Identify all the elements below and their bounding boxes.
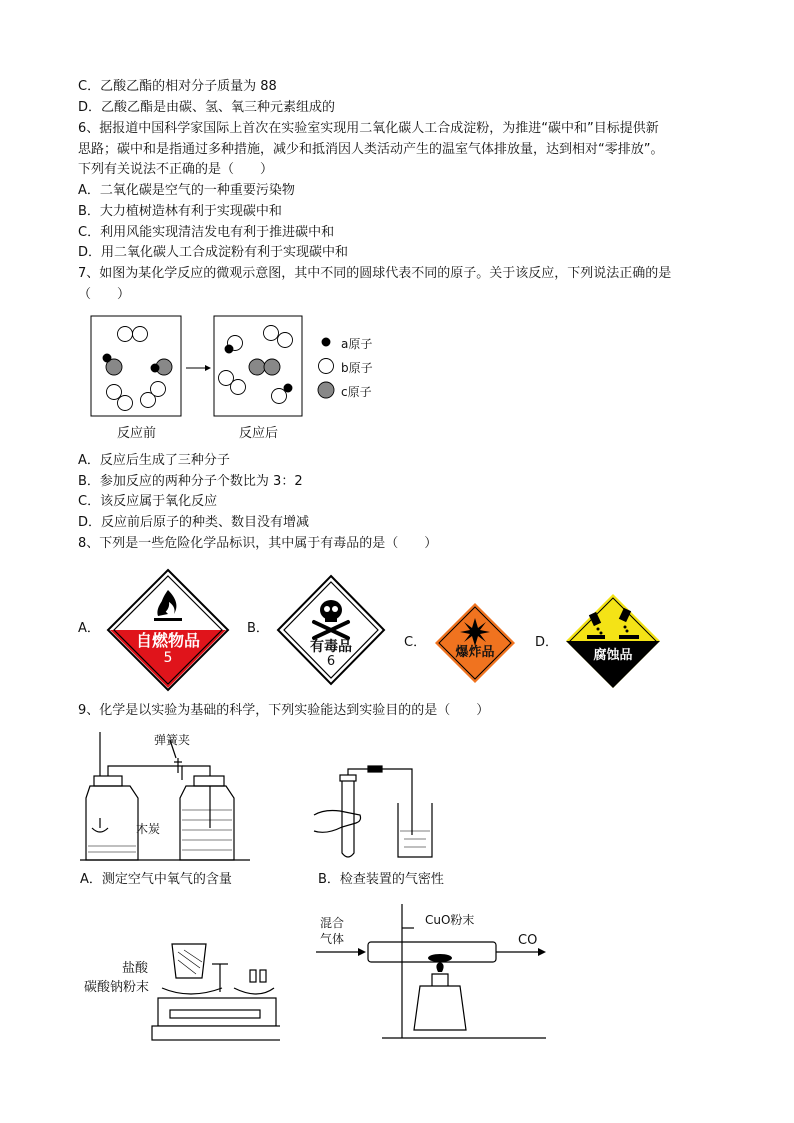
- after-label: 反应后: [239, 426, 279, 441]
- sign-toxic: [276, 574, 386, 686]
- q9-stem: 9、化学是以实验为基础的科学，下列实验能达到实验目的的是（ ）: [78, 703, 490, 718]
- q6-stem-line1: 6、据报道中国科学家国际上首次在实验室实现用二氧化碳人工合成淀粉，为推进“碳中和”目标提供新: [78, 121, 659, 136]
- q7-option-c: C．该反应属于氧化反应: [78, 494, 218, 509]
- q7-stem-line1: 7、如图为某化学反应的微观示意图，其中不同的圆球代表不同的原子。关于该反应，下列说法正确的是: [78, 266, 672, 281]
- spring-clip-label: 弹簧夹: [154, 733, 191, 747]
- q8-option-a-label: A．: [78, 621, 100, 636]
- q5-option-c: C．乙酸乙酯的相对分子质量为 88: [78, 79, 277, 94]
- mixed-gas-label-1: 混合: [320, 916, 345, 930]
- q6-stem-line3: 下列有关说法不正确的是（ ）: [78, 162, 274, 177]
- co-label: CO: [518, 933, 538, 948]
- q8-option-d-label: D．: [535, 635, 559, 650]
- acid-label: 盐酸: [122, 961, 149, 976]
- q8-option-c-label: C．: [404, 635, 427, 650]
- sign-b-text: 有毒品: [310, 639, 352, 655]
- apparatus-c-balance: [150, 938, 280, 1044]
- sodium-carbonate-label: 碳酸钠粉末: [84, 980, 150, 995]
- sign-a-text: 自燃物品: [135, 631, 200, 650]
- q6-stem-line2: 思路；碳中和是指通过多种措施，减少和抵消因人类活动产生的温室气体排放量，达到相对“零排放”。: [78, 142, 664, 157]
- legend-b-label: b原子: [341, 361, 373, 375]
- q6-option-c: C．利用风能实现清洁发电有利于推进碳中和: [78, 225, 335, 240]
- q6-option-d: D．用二氧化碳人工合成淀粉有利于实现碳中和: [78, 245, 349, 260]
- q8-option-b-label: B．: [247, 621, 269, 636]
- sign-b-number: 6: [326, 654, 336, 669]
- q8-stem: 8、下列是一些危险化学品标识，其中属于有毒品的是（ ）: [78, 536, 438, 551]
- sign-d-text: 腐蚀品: [593, 648, 633, 663]
- q5-option-d: D．乙酸乙酯是由碳、氢、氧三种元素组成的: [78, 100, 336, 115]
- mixed-gas-label-2: 气体: [320, 932, 345, 946]
- q7-option-d: D．反应前后原子的种类、数目没有增减: [78, 515, 310, 530]
- legend-a-label: a原子: [341, 337, 373, 351]
- cuo-powder-icon: [428, 954, 452, 962]
- q6-option-b: B．大力植树造林有利于实现碳中和: [78, 204, 282, 219]
- q7-option-a: A．反应后生成了三种分子: [78, 453, 230, 468]
- apparatus-a-oxygen-measurement: [80, 728, 250, 868]
- legend-markers: [318, 338, 334, 398]
- apparatus-b-airtightness: [312, 765, 442, 863]
- before-label: 反应前: [117, 426, 157, 441]
- charcoal-label: 木炭: [136, 822, 161, 836]
- sign-a-number: 5: [163, 650, 173, 666]
- sign-c-text: 爆炸品: [455, 645, 495, 660]
- q7-stem-line2: （ ）: [78, 287, 131, 302]
- legend-c-label: c原子: [341, 385, 372, 399]
- cuo-powder-label: CuO粉末: [425, 913, 475, 927]
- alcohol-lamp-flame-icon: [436, 962, 443, 972]
- apparatus-a-caption: A．测定空气中氧气的含量: [80, 872, 232, 887]
- q6-option-a: A．二氧化碳是空气的一种重要污染物: [78, 183, 295, 198]
- q7-option-b: B．参加反应的两种分子个数比为 3：2: [78, 474, 303, 489]
- apparatus-b-caption: B．检查装置的气密性: [318, 872, 444, 887]
- sign-corrosive: [565, 593, 661, 689]
